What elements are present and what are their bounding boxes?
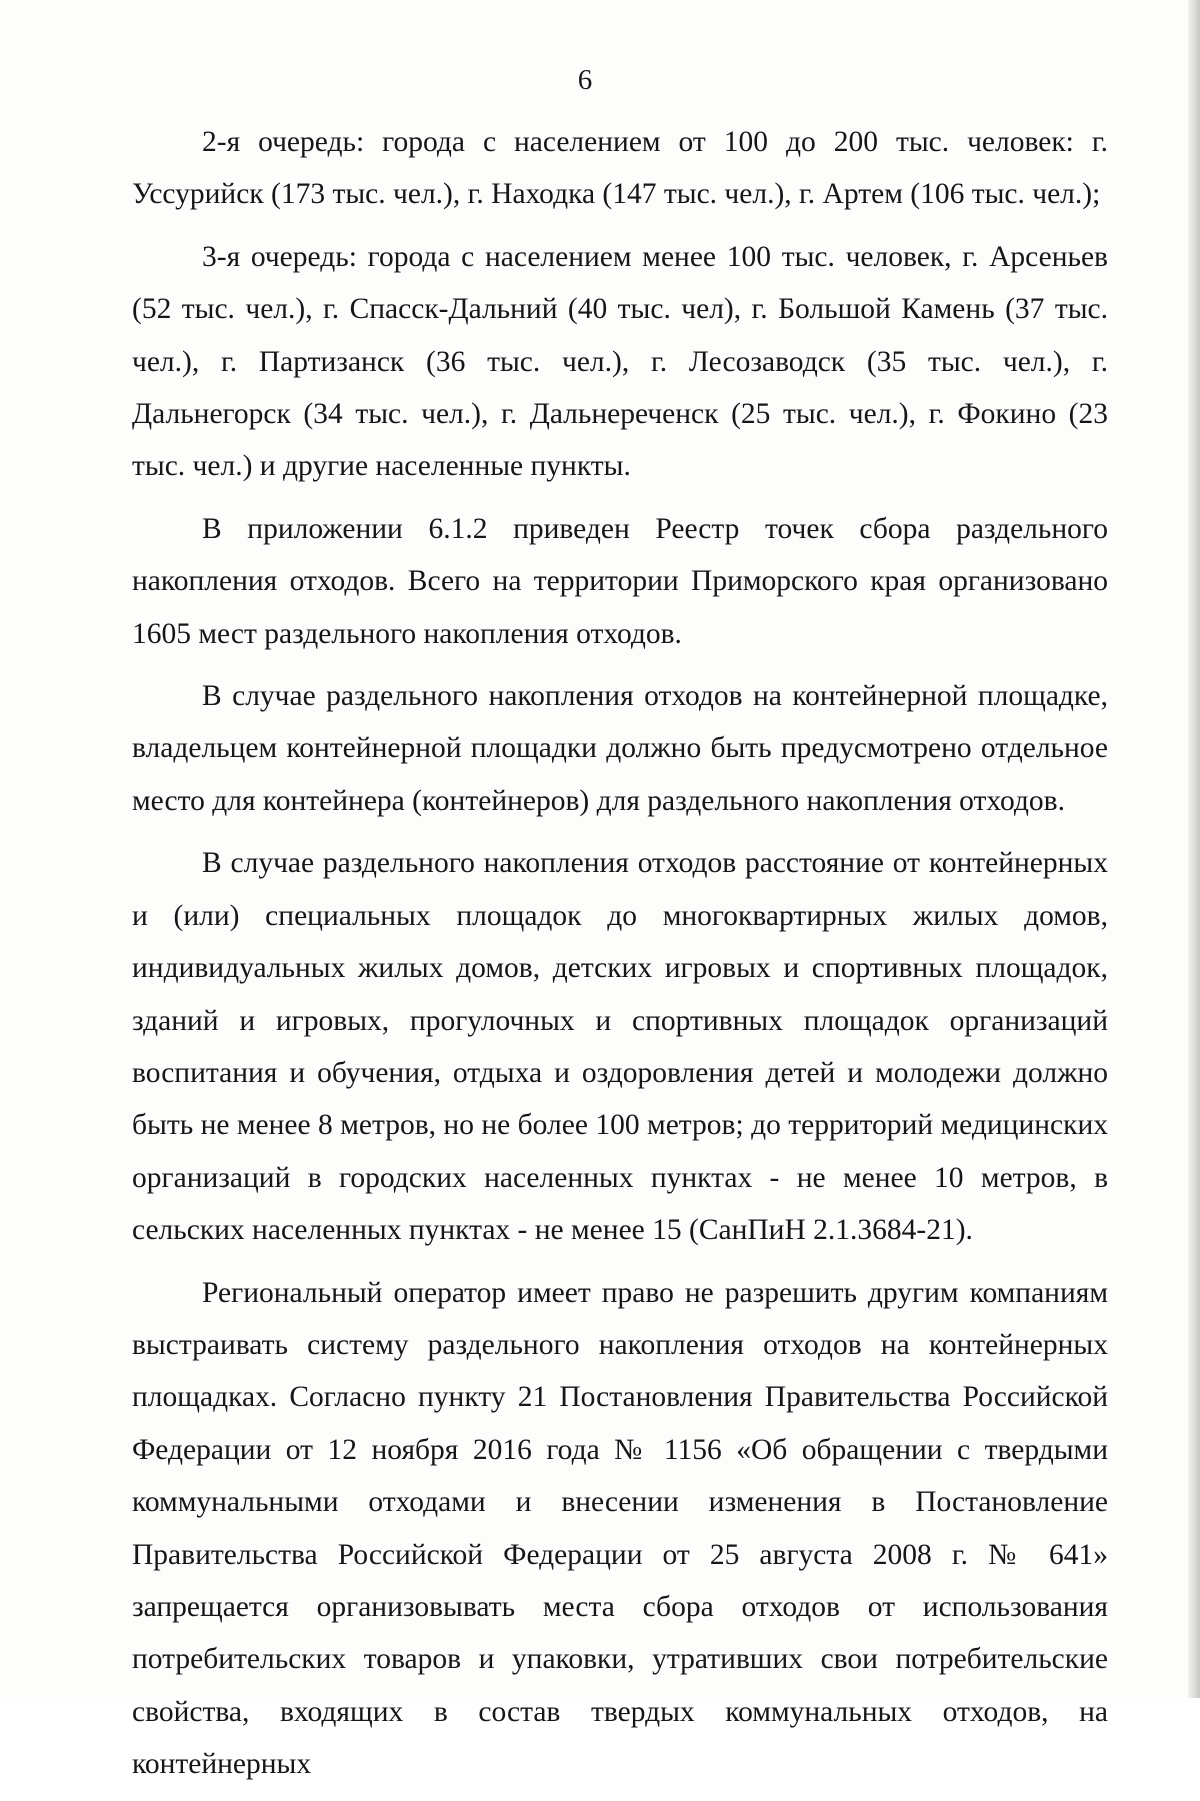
scan-edge-shadow	[1188, 0, 1200, 1698]
document-body	[132, 116, 1108, 1801]
paragraph-regional-operator: Региональный оператор имеет право не разрешить другим компаниям выстраивать систему раздельного накопления отходов на контейнерных площадках. Согласно пункту 21 Постановления Правительства Российской Федерации от 12 ноября 2016 года № 1156 «Об обращении с твердыми коммунальными отходами и внесении изменения в Постановление Правительства Российской Федерации от 25 августа 2008 г. № 641» запрещается организовывать места сбора отходов от использования потребительских товаров и упаковки, утративших свои потребительские свойства, входящих в состав твердых коммунальных отходов, на контейнерных	[132, 1276, 1108, 1781]
paragraph-distance-rules: В случае раздельного накопления отходов расстояние от контейнерных и (или) специальных площадок до многоквартирных жилых домов, индивидуальных жилых домов, детских игровых и спортивных площадок, зданий и игровых, прогулочных и спортивных площадок организаций воспитания и обучения, отдыха и оздоровления детей и молодежи должно быть не менее 8 метров, но не более 100 метров; до территорий медицинских организаций в городских населенных пунктах - не менее 10 метров, в сельских населенных пунктах - не менее 15 (СанПиН 2.1.3684-21).	[132, 847, 1108, 1247]
paragraph-container-site: В случае раздельного накопления отходов на контейнерной площадке, владельцем контейнерной площадки должно быть предусмотрено отдельное место для контейнера (контейнеров) для раздельного накопления отходов.	[132, 680, 1108, 817]
page-number: 6	[577, 64, 593, 96]
paragraph-registry: В приложении 6.1.2 приведен Реестр точек сбора раздельного накопления отходов. Всего на территории Приморского края организовано 1605 мест раздельного накопления отходов.	[132, 512, 1108, 650]
paragraph-queue-3: 3-я очередь: города с населением менее 100 тыс. человек, г. Арсеньев (52 тыс. чел.), г. Спасск-Дальний (40 тыс. чел), г. Большой Камень (37 тыс. чел.), г. Партизанск (36 тыс. чел.), г. Лесозаводск (35 тыс. чел.), г. Дальнегорск (34 тыс. чел.), г. Дальнереченск (25 тыс. чел.), г. Фокино (23 тыс. чел.) и другие населенные пункты.	[132, 240, 1108, 483]
paragraph-queue-2: 2-я очередь: города с населением от 100 до 200 тыс. человек: г. Уссурийск (173 тыс. чел.), г. Находка (147 тыс. чел.), г. Артем (106 тыс. чел.);	[132, 126, 1108, 211]
